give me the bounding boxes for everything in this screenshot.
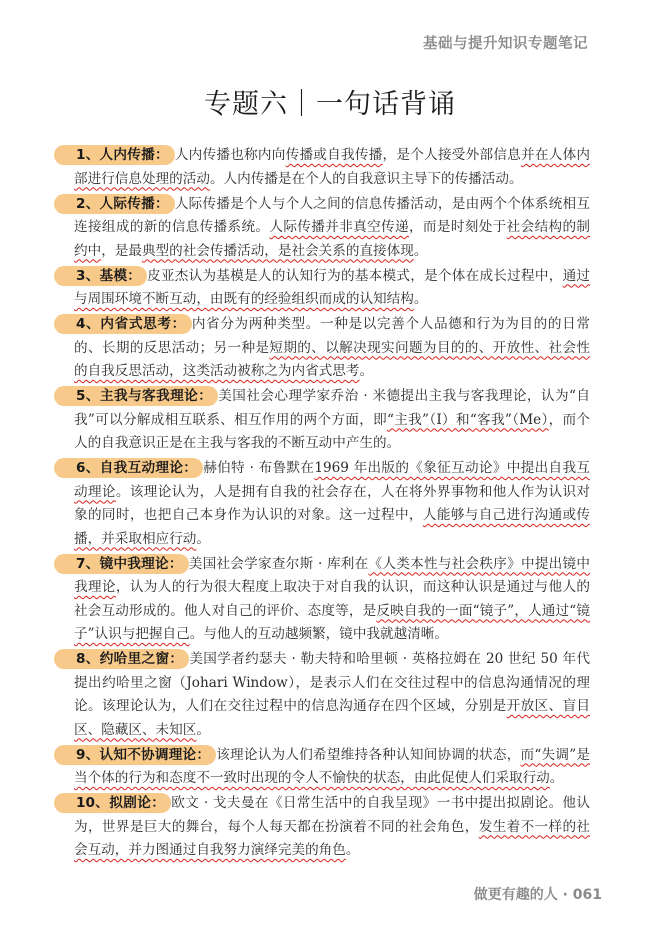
- underlined-key-phrase: 反映自我的一面“镜子”，人通过“镜子”认识与把握自己: [74, 602, 590, 642]
- entry-text: ，而是时刻处于: [408, 219, 507, 235]
- underlined-key-phrase: 典型的社会传播活动，是社会关系的直接体现: [141, 242, 414, 259]
- underlined-key-phrase: 《人类本性与社会秩序》中提出镜中我理论: [74, 555, 590, 595]
- entry-text: 美国社会学家查尔斯 · 库利在: [188, 555, 369, 572]
- entry-text: 。与他人的互动越频繁，镜中我就越清晰。: [189, 626, 448, 642]
- note-entry: [74, 553, 590, 647]
- entry-term-label: 9、认知不协调理论：: [54, 745, 216, 765]
- underlined-key-phrase: 短期的、以解决现实问题为目的的、开放性、社会性的自我反思活动，这类活动被称之为内省式思考: [74, 339, 591, 379]
- entry-text: 美国学者约瑟夫 · 勒夫特和哈里顿 · 英格拉姆在 20 世纪 50 年代提出约哈里之窗（Johari Window），是表示人们在交往过程中的信息沟通情况的理论。该理论认为，人们在交往过程中的信息沟通存在四个区域，分别是: [74, 651, 590, 714]
- entry-text: 。: [413, 242, 428, 259]
- entry-text: 。: [549, 770, 564, 786]
- underlined-key-phrase: 而“失调”是当个体的行为和态度不一致时出现的令人不愉快的状态，由此促使人们采取行动: [74, 746, 591, 786]
- page-number: 做更有趣的人 · 061: [473, 887, 602, 903]
- note-entry: [74, 648, 590, 742]
- underlined-key-phrase: 人能够与自己进行沟通或传播，并采取相应行动: [74, 507, 591, 547]
- entry-text: 人内传播也称内向: [174, 147, 286, 163]
- entry-text: 欧文 · 戈夫曼在《日常生活中的自我呈现》一书中提出拟剧论。他认为，世界是巨大的舞台，每个人每天都在扮演着不同的社会角色，: [74, 795, 590, 835]
- entry-text: 皮亚杰认为基模是人的认知行为的基本模式，是个体在成长过程中，: [147, 267, 563, 284]
- underlined-key-phrase: 人际传播并非真空传递: [269, 219, 409, 235]
- note-entry: [74, 792, 590, 863]
- note-entry: [74, 744, 590, 791]
- note-entry: [74, 265, 590, 312]
- entry-text: 。人内传播是在个人的自我意识主导下的传播活动。: [209, 170, 523, 187]
- notes-body: [74, 144, 590, 864]
- entry-text: 人际传播是个人与个人之间的信息传播活动，是由两个个体系统相互连接组成的新的信息传播系统。: [74, 195, 590, 235]
- note-entry: [74, 385, 590, 456]
- entry-text: 。: [196, 721, 210, 738]
- entry-text: 。: [196, 530, 210, 547]
- entry-text: 内省分为两种类型。一种是以完善个人品德和行为为目的的日常的、长期的反思活动；另一种是: [74, 316, 591, 356]
- series-title: 基础与提升知识专题笔记: [423, 36, 588, 52]
- entry-text: 。: [345, 842, 360, 858]
- note-entry: [74, 457, 590, 551]
- entry-term-label: 7、镜中我理论：: [54, 554, 189, 574]
- entry-text: 。该理论认为，人是拥有自我的社会存在，人在将外界事物和他人作为认识对象的同时，也把自己本身作为认识的对象。这一过程中，: [74, 483, 591, 523]
- entry-text: 。: [413, 291, 428, 307]
- entry-term-label: 6、自我互动理论：: [54, 458, 203, 478]
- page-title: 专题六｜一句话背诵: [204, 89, 456, 120]
- entry-text: ，认为人的行为很大程度上取决于对自我的认识，而这种认识是通过与他人的社会互动形成的。他人对自己的评价、态度等，是: [74, 579, 591, 619]
- underlined-key-phrase: 并在人体内部进行信息处理的活动: [74, 147, 591, 187]
- entry-text: ，而个人的自我意识正是在主我与客我的不断互动中产生的。: [74, 411, 590, 451]
- underlined-key-phrase: 1969 年出版的《象征互动论》中提出自我互动理论: [74, 460, 590, 500]
- note-entry: [74, 313, 590, 384]
- entry-text: 。: [359, 363, 374, 379]
- note-entry: [74, 144, 590, 191]
- entry-term-label: 5、主我与客我理论：: [54, 386, 218, 406]
- entry-term-label: 4、内省式思考：: [54, 314, 192, 334]
- entry-term-label: 1、人内传播：: [54, 145, 175, 165]
- entry-text: 美国社会心理学家乔治 · 米德提出主我与客我理论，认为“自我”可以分解成相互联系、相互作用的两个方面，即: [74, 388, 590, 428]
- entry-text: ，是个人接受外部信息: [382, 147, 522, 163]
- underlined-key-phrase: 通过与周围环境不断互动，由既有的经验组织而成的认知结构: [74, 267, 591, 307]
- entry-text: ，是最: [101, 242, 142, 259]
- entry-text: 赫伯特 · 布鲁默在: [203, 460, 315, 476]
- underlined-key-phrase: 发生着不一样的社会互动，并力图通过自我努力演绎完美的角色: [74, 818, 591, 858]
- entry-term-label: 10、拟剧论：: [54, 793, 171, 813]
- entry-term-label: 3、基模：: [54, 266, 147, 286]
- underlined-key-phrase: 开放区、盲目区、隐藏区、未知区: [74, 698, 590, 738]
- underlined-key-phrase: 传播或自我传播: [285, 147, 383, 163]
- note-entry: [74, 193, 590, 264]
- underlined-key-phrase: 社会结构的制约中: [74, 219, 591, 259]
- underlined-key-phrase: “主我”（I）和“客我”（Me）: [386, 411, 549, 428]
- entry-term-label: 8、约哈里之窗：: [54, 649, 189, 669]
- entry-term-label: 2、人际传播：: [54, 194, 175, 214]
- entry-text: 该理论认为人们希望维持各种认知间协调的状态，: [216, 746, 521, 763]
